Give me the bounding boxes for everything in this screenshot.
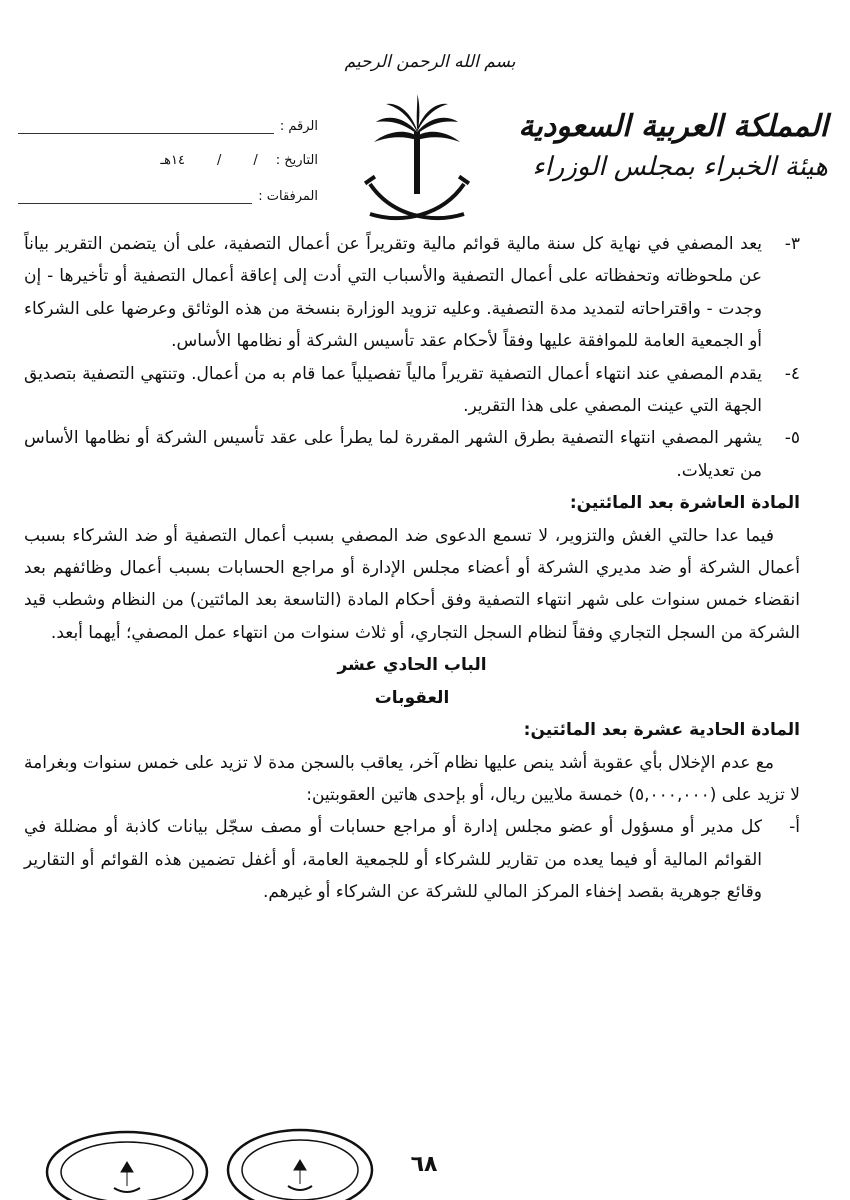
list-item-text: كل مدير أو مسؤول أو عضو مجلس إدارة أو مراجع حسابات أو مصف سجّل بيانات كاذبة أو مضللة في القوائم المالية أو فيما يعده من تقارير للشركاء أو للجمعية العامة، أو أغفل تضمين هذه القوائم أو التقارير وقائع جوهرية بقصد إخفاء المركز المالي للشركة عن الشركاء أو غيرهم.	[24, 817, 762, 903]
reference-line	[18, 123, 274, 134]
list-item	[24, 358, 800, 423]
saudi-emblem-icon	[362, 92, 472, 232]
list-item	[24, 811, 800, 908]
date-year: ١٤هـ	[160, 153, 185, 168]
reference-label: الرقم :	[279, 119, 318, 134]
article-paragraph: مع عدم الإخلال بأي عقوبة أشد ينص عليها نظام آخر، يعاقب بالسجن مدة لا تزيد على خمس سنوات وبغرامة لا تزيد على (٥,٠٠٠,٠٠٠) خمسة ملايين ريال، أو بإحدى هاتين العقوبتين:	[24, 752, 800, 805]
list-item	[24, 228, 800, 358]
kingdom-name: المملكة العربية السعودية	[518, 109, 828, 144]
document-body	[24, 228, 800, 909]
page-number: ٦٨	[410, 1152, 438, 1177]
date-row	[18, 146, 318, 168]
chapter-subtitle: العقوبات	[374, 687, 450, 708]
list-item-text: يشهر المصفي انتهاء التصفية بطرق الشهر المقررة لما يطرأ على عقد تأسيس الشركة أو نظامها الأساس من تعديلات.	[24, 428, 762, 481]
date-label: التاريخ :	[275, 153, 318, 168]
date-fields	[18, 153, 276, 168]
chapter-title: الباب الحادي عشر	[337, 655, 487, 676]
official-seal-icon	[42, 1128, 212, 1200]
list-item-text: يقدم المصفي عند انتهاء أعمال التصفية تقريراً مالياً تفصيلياً عما قام به من أعمال. وتنتهي التصفية بتصديق الجهة التي عينت المصفي على هذا التقرير.	[24, 363, 762, 417]
list-item-number: أ-	[789, 817, 800, 838]
official-seal-icon	[222, 1124, 378, 1200]
list-item-text: يعد المصفي في نهاية كل سنة مالية قوائم مالية وتقريراً عن أعمال التصفية، على أن يتضمن التقرير بياناً عن ملحوظاته وتحفظاته على أعمال التصفية والأسباب التي أدت إلى إعاقة أعمال التصفية أو تأخيرها - إن وجدت - واقتراحاته لتمديد مدة التصفية. وعليه تزويد الوزارة بنسخة من هذه الوثائق وعرضها على الشركاء أو الجمعية العامة للموافقة عليها وفقاً لأحكام عقد تأسيس الشركة أو نظامها الأساس.	[24, 234, 762, 352]
reference-row	[18, 112, 318, 134]
article-title: المادة الحادية عشرة بعد المائتين:	[523, 720, 800, 741]
attachments-line	[18, 193, 252, 204]
attachments-label: المرفقات :	[258, 189, 318, 204]
article-paragraph: فيما عدا حالتي الغش والتزوير، لا تسمع الدعوى ضد المصفي بسبب أعمال التصفية أو ضد الشركاء بسبب أعمال الشركة أو ضد مديري الشركة أو أعضاء مجلس الإدارة أو مراجع الحسابات بسبب أعمال وظائفهم بعد انقضاء خمس سنوات على شهر انتهاء التصفية وفق أحكام المادة (التاسعة بعد المائتين) من النظام وشطب قيد الشركة من السجل التجاري وفقاً لنظام السجل التجاري، أو ثلاث سنوات من انتهاء عمل المصفي؛ أيهما أبعد.	[24, 525, 800, 643]
list-item-number: ٥-	[784, 428, 800, 449]
basmala: بسم الله الرحمن الرحيم	[344, 52, 516, 72]
list-item	[24, 422, 800, 487]
list-item-number: ٤-	[784, 363, 800, 384]
attachments-row	[18, 182, 318, 204]
agency-name: هيئة الخبراء بمجلس الوزراء	[532, 152, 828, 182]
list-item-number: ٣-	[784, 234, 800, 254]
date-separator: /	[216, 153, 222, 168]
date-separator: /	[253, 153, 258, 168]
article-title: المادة العاشرة بعد المائتين:	[569, 493, 800, 514]
